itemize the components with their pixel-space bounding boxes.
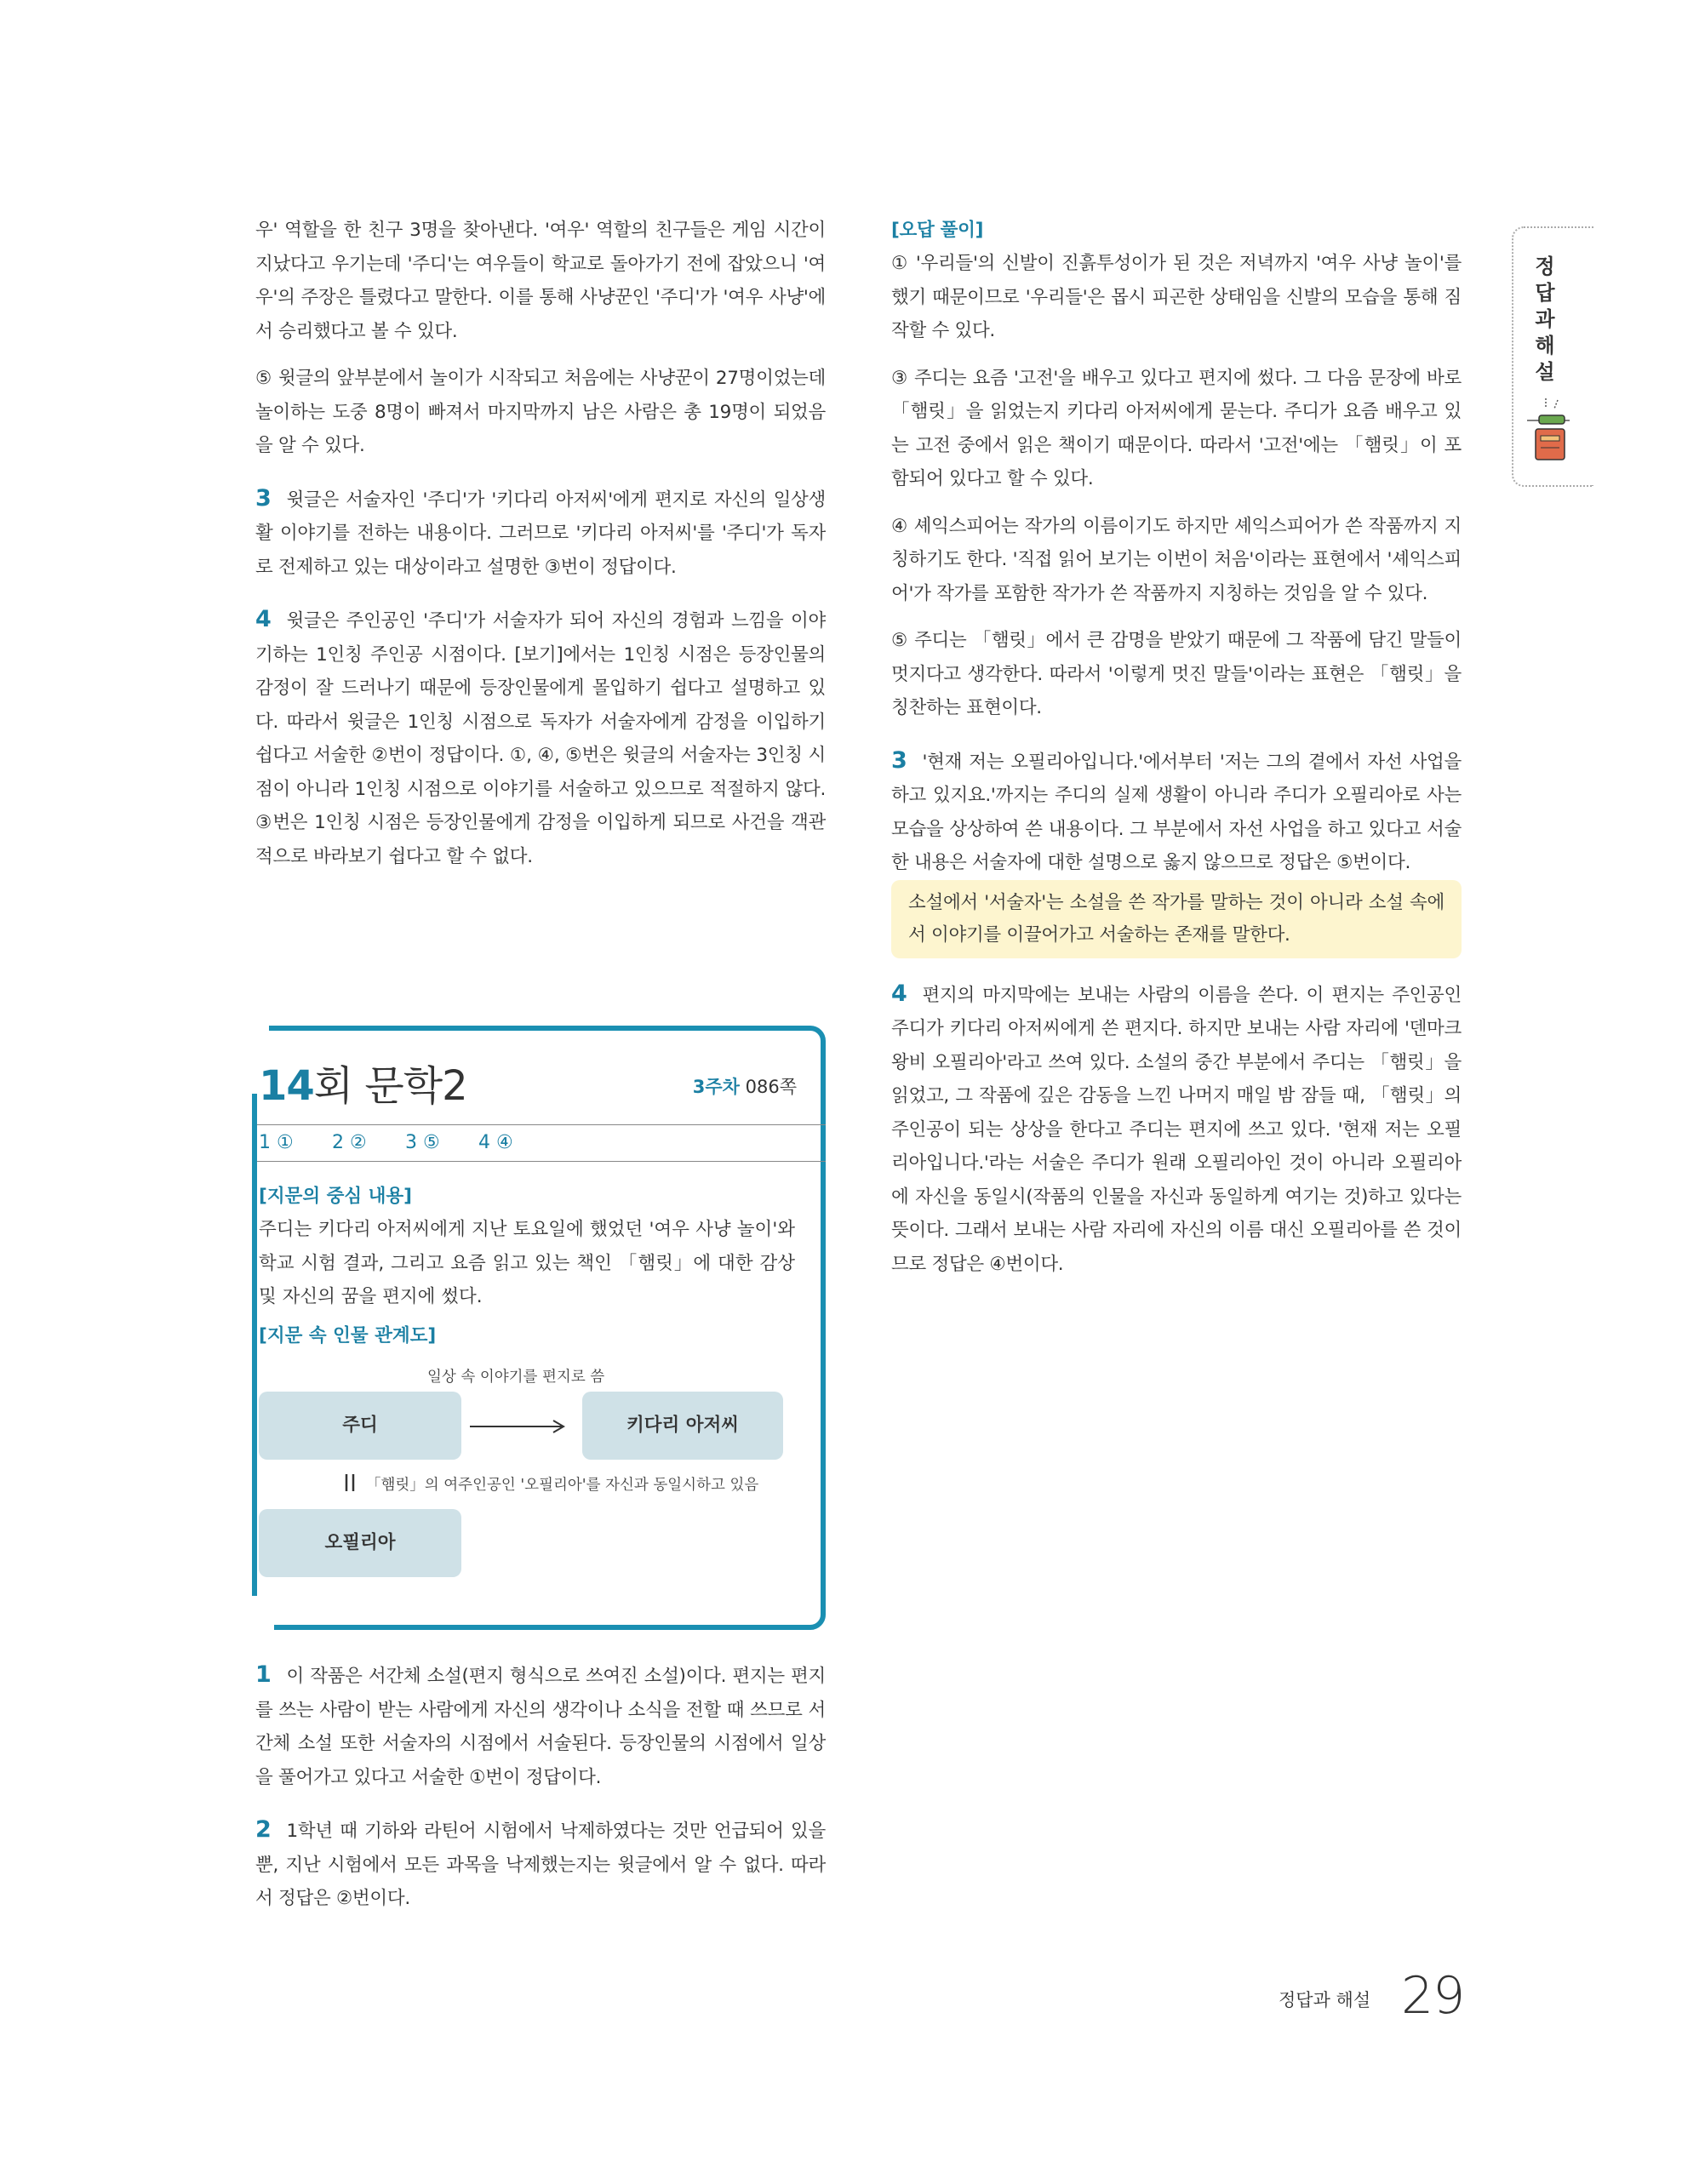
side-tab-char: 해 — [1535, 334, 1555, 357]
question-text: 윗글은 서술자인 '주디'가 '키다리 아저씨'에게 편지로 자신의 일상생활 이야기를 전하는 내용이다. 그러므로 '키다리 아저씨'를 '주디'가 독자로 전제하고 있는 대상이라고 설명한 ③번이 정답이다. — [255, 489, 826, 578]
footer-label: 정답과 해설 — [1279, 1990, 1371, 2010]
equal-bars-icon — [344, 1473, 356, 1492]
answer-item: 3 ⑤ — [405, 1132, 440, 1153]
node-ophelia: 오필리아 — [259, 1509, 461, 1577]
paragraph: 우' 역할을 한 친구 3명을 찾아낸다. '여우' 역할의 친구들은 게임 시간이 지났다고 우기는데 '주디'는 여우들이 학교로 돌아가기 전에 잡았으니 '여우'의 주장은 틀렸다고 말한다. 이를 통해 사냥꾼인 '주디'가 '여우 사냥'에서 승리했다고 볼 수 있다. — [255, 220, 826, 342]
question-text: 편지의 마지막에는 보내는 사람의 이름을 쓴다. 이 편지는 주인공인 주디가 키다리 아저씨에게 쓴 편지다. 하지만 보내는 사람 자리에 '덴마크 왕비 오필리아'라고 쓰여 있다. 소설의 중간 부분에서 주디는 「햄릿」을 읽었고, 그 작품에 깊은 감동을 느낀 나머지 매일 밤 잠들 때, 「햄릿」의 주인공이 되는 상상을 한다고 주디는 편지에 쓰고 있다. '현재 저는 오필리아입니다.'라는 서술은 주디가 원래 오필리아인 것이 아니라 오필리아에 자신을 동일시(작품의 인물을 자신과 동일하게 여기는 것)하고 있다는 뜻이다. 그래서 보내는 사람 자리에 자신의 이름 대신 오필리아를 쓴 것이므로 정답은 ④번이다. — [891, 984, 1462, 1275]
question-number: 3 — [891, 746, 907, 774]
question-explanation-3 — [891, 744, 1462, 880]
node-daddy-long-legs: 키다리 아저씨 — [582, 1392, 783, 1460]
note-box: 소설에서 '서술자'는 소설을 쓴 작가를 말하는 것이 아니라 소설 속에서 이야기를 이끌어가고 서술하는 존재를 말한다. — [891, 880, 1462, 958]
left-bottom-column — [255, 1658, 826, 1916]
side-tab-label — [1513, 254, 1576, 386]
box-content — [259, 1180, 795, 1352]
question-explanation-3 — [255, 482, 826, 585]
section-heading: [지문의 중심 내용] — [259, 1186, 413, 1207]
side-tab-char: 답 — [1535, 281, 1555, 305]
left-column — [255, 214, 826, 873]
side-tab-char: 설 — [1535, 360, 1555, 384]
side-tab — [1512, 226, 1593, 487]
question-explanation-4 — [891, 977, 1462, 1282]
pen-and-book-icon — [1524, 395, 1573, 463]
section-heading: [오답 풀이] — [891, 220, 984, 241]
answer-item: 1 ① — [259, 1132, 294, 1153]
answer-key-row — [257, 1124, 826, 1162]
question-text: 1학년 때 기하와 라틴어 시험에서 낙제하였다는 것만 언급되어 있을 뿐, 지난 시험에서 모든 과목을 낙제했는지는 윗글에서 알 수 없다. 따라서 정답은 ②번이다. — [255, 1821, 826, 1909]
question-text: 이 작품은 서간체 소설(편지 형식으로 쓰여진 소설)이다. 편지는 편지를 쓰는 사람이 받는 사람에게 자신의 생각이나 소식을 전할 때 쓰므로 서간체 소설 또한 서술자의 시점에서 서술된다. 등장인물의 시점에서 일상을 풀어가고 있다고 서술한 ①번이 정답이다. — [255, 1666, 826, 1788]
answer-item: 4 ④ — [478, 1132, 513, 1153]
question-text: '현재 저는 오필리아입니다.'에서부터 '저는 그의 곁에서 자선 사업을 하고 있지요.'까지는 주디의 실제 생활이 아니라 주디가 오필리아로 사는 모습을 상상하여 쓴 내용이다. 그 부분에서 자선 사업을 하고 있다고 서술한 내용은 서술자에 대한 설명으로 옳지 않으므로 정답은 ⑤번이다. — [891, 751, 1462, 873]
side-tab-char: 과 — [1535, 307, 1555, 331]
answer-box — [252, 1026, 826, 1630]
right-column — [891, 214, 1462, 1281]
box-title: 14회 문학2 — [259, 1062, 467, 1110]
question-explanation-2 — [255, 1813, 826, 1916]
paragraph: 주디는 키다리 아저씨에게 지난 토요일에 했었던 '여우 사냥 놀이'와 학교 시험 결과, 그리고 요즘 읽고 있는 책인 「햄릿」에 대한 감상 및 자신의 꿈을 편지에 썼다. — [259, 1219, 795, 1307]
side-tab-char: 정 — [1535, 254, 1555, 278]
question-number: 2 — [255, 1816, 272, 1843]
question-number: 1 — [255, 1661, 272, 1688]
answer-item: 2 ② — [332, 1132, 367, 1153]
relation-label: 「햄릿」의 여주인공인 '오필리아'를 자신과 동일시하고 있음 — [366, 1477, 759, 1494]
question-text: 윗글은 주인공인 '주디'가 서술자가 되어 자신의 경험과 느낌을 이야기하는 1인칭 주인공 시점이다. [보기]에서는 1인칭 시점은 등장인물의 감정이 잘 드러나기 때문에 등장인물에게 몰입하기 쉽다고 설명하고 있다. 따라서 윗글은 1인칭 시점으로 독자가 서술자에게 감정을 이입하기 쉽다고 서술한 ②번이 정답이다. ①, ④, ⑤번은 윗글의 서술자는 3인칭 시점이 아니라 1인칭 시점으로 이야기를 서술하고 있으므로 적절하지 않다. ③번은 1인칭 시점은 등장인물에게 감정을 이입하게 되므로 사건을 객관적으로 바라보기 쉽다고 할 수 없다. — [255, 610, 826, 867]
arrow-right-icon — [468, 1418, 570, 1435]
question-number: 4 — [891, 980, 907, 1007]
paragraph: ③ 주디는 요즘 '고전'을 배우고 있다고 편지에 썼다. 그 다음 문장에 바로 「햄릿」을 읽었는지 키다리 아저씨에게 묻는다. 주디가 요즘 배우고 있는 고전 중에서 읽은 책이기 때문이다. 따라서 '고전'에는 「햄릿」이 포함되어 있다고 할 수 있다. — [891, 367, 1462, 489]
section-heading: [지문 속 인물 관계도] — [259, 1324, 437, 1346]
paragraph: ④ 셰익스피어는 작가의 이름이기도 하지만 셰익스피어가 쓴 작품까지 지칭하기도 한다. '직접 읽어 보기는 이번이 처음'이라는 표현에서 '셰익스피어'가 작가를 포함한 작가가 쓴 작품까지 지칭하는 것임을 알 수 있다. — [891, 515, 1462, 604]
paragraph: ⑤ 주디는 「햄릿」에서 큰 감명을 받았기 때문에 그 작품에 담긴 말들이 멋지다고 생각한다. 따라서 '이렇게 멋진 말들'이라는 표현은 「햄릿」을 칭찬하는 표현이다. — [891, 630, 1462, 718]
page-number: 29 — [1401, 1966, 1465, 2026]
node-judy: 주디 — [259, 1392, 461, 1460]
diagram-top-label: 일상 속 이야기를 편지로 씀 — [427, 1369, 605, 1386]
question-number: 3 — [255, 484, 272, 512]
week-page-ref: 3주차 086쪽 — [692, 1077, 797, 1097]
paragraph: ① '우리들'의 신발이 진흙투성이가 된 것은 저녁까지 '여우 사냥 놀이'를 했기 때문이므로 '우리들'은 몹시 피곤한 상태임을 신발의 모습을 통해 짐작할 수 있다. — [891, 253, 1462, 341]
paragraph: ⑤ 윗글의 앞부분에서 놀이가 시작되고 처음에는 사냥꾼이 27명이었는데 놀이하는 도중 8명이 빠져서 마지막까지 남은 사람은 총 19명이 되었음을 알 수 있다. — [255, 368, 826, 456]
question-explanation-1 — [255, 1658, 826, 1794]
question-explanation-4 — [255, 603, 826, 873]
question-number: 4 — [255, 606, 272, 632]
